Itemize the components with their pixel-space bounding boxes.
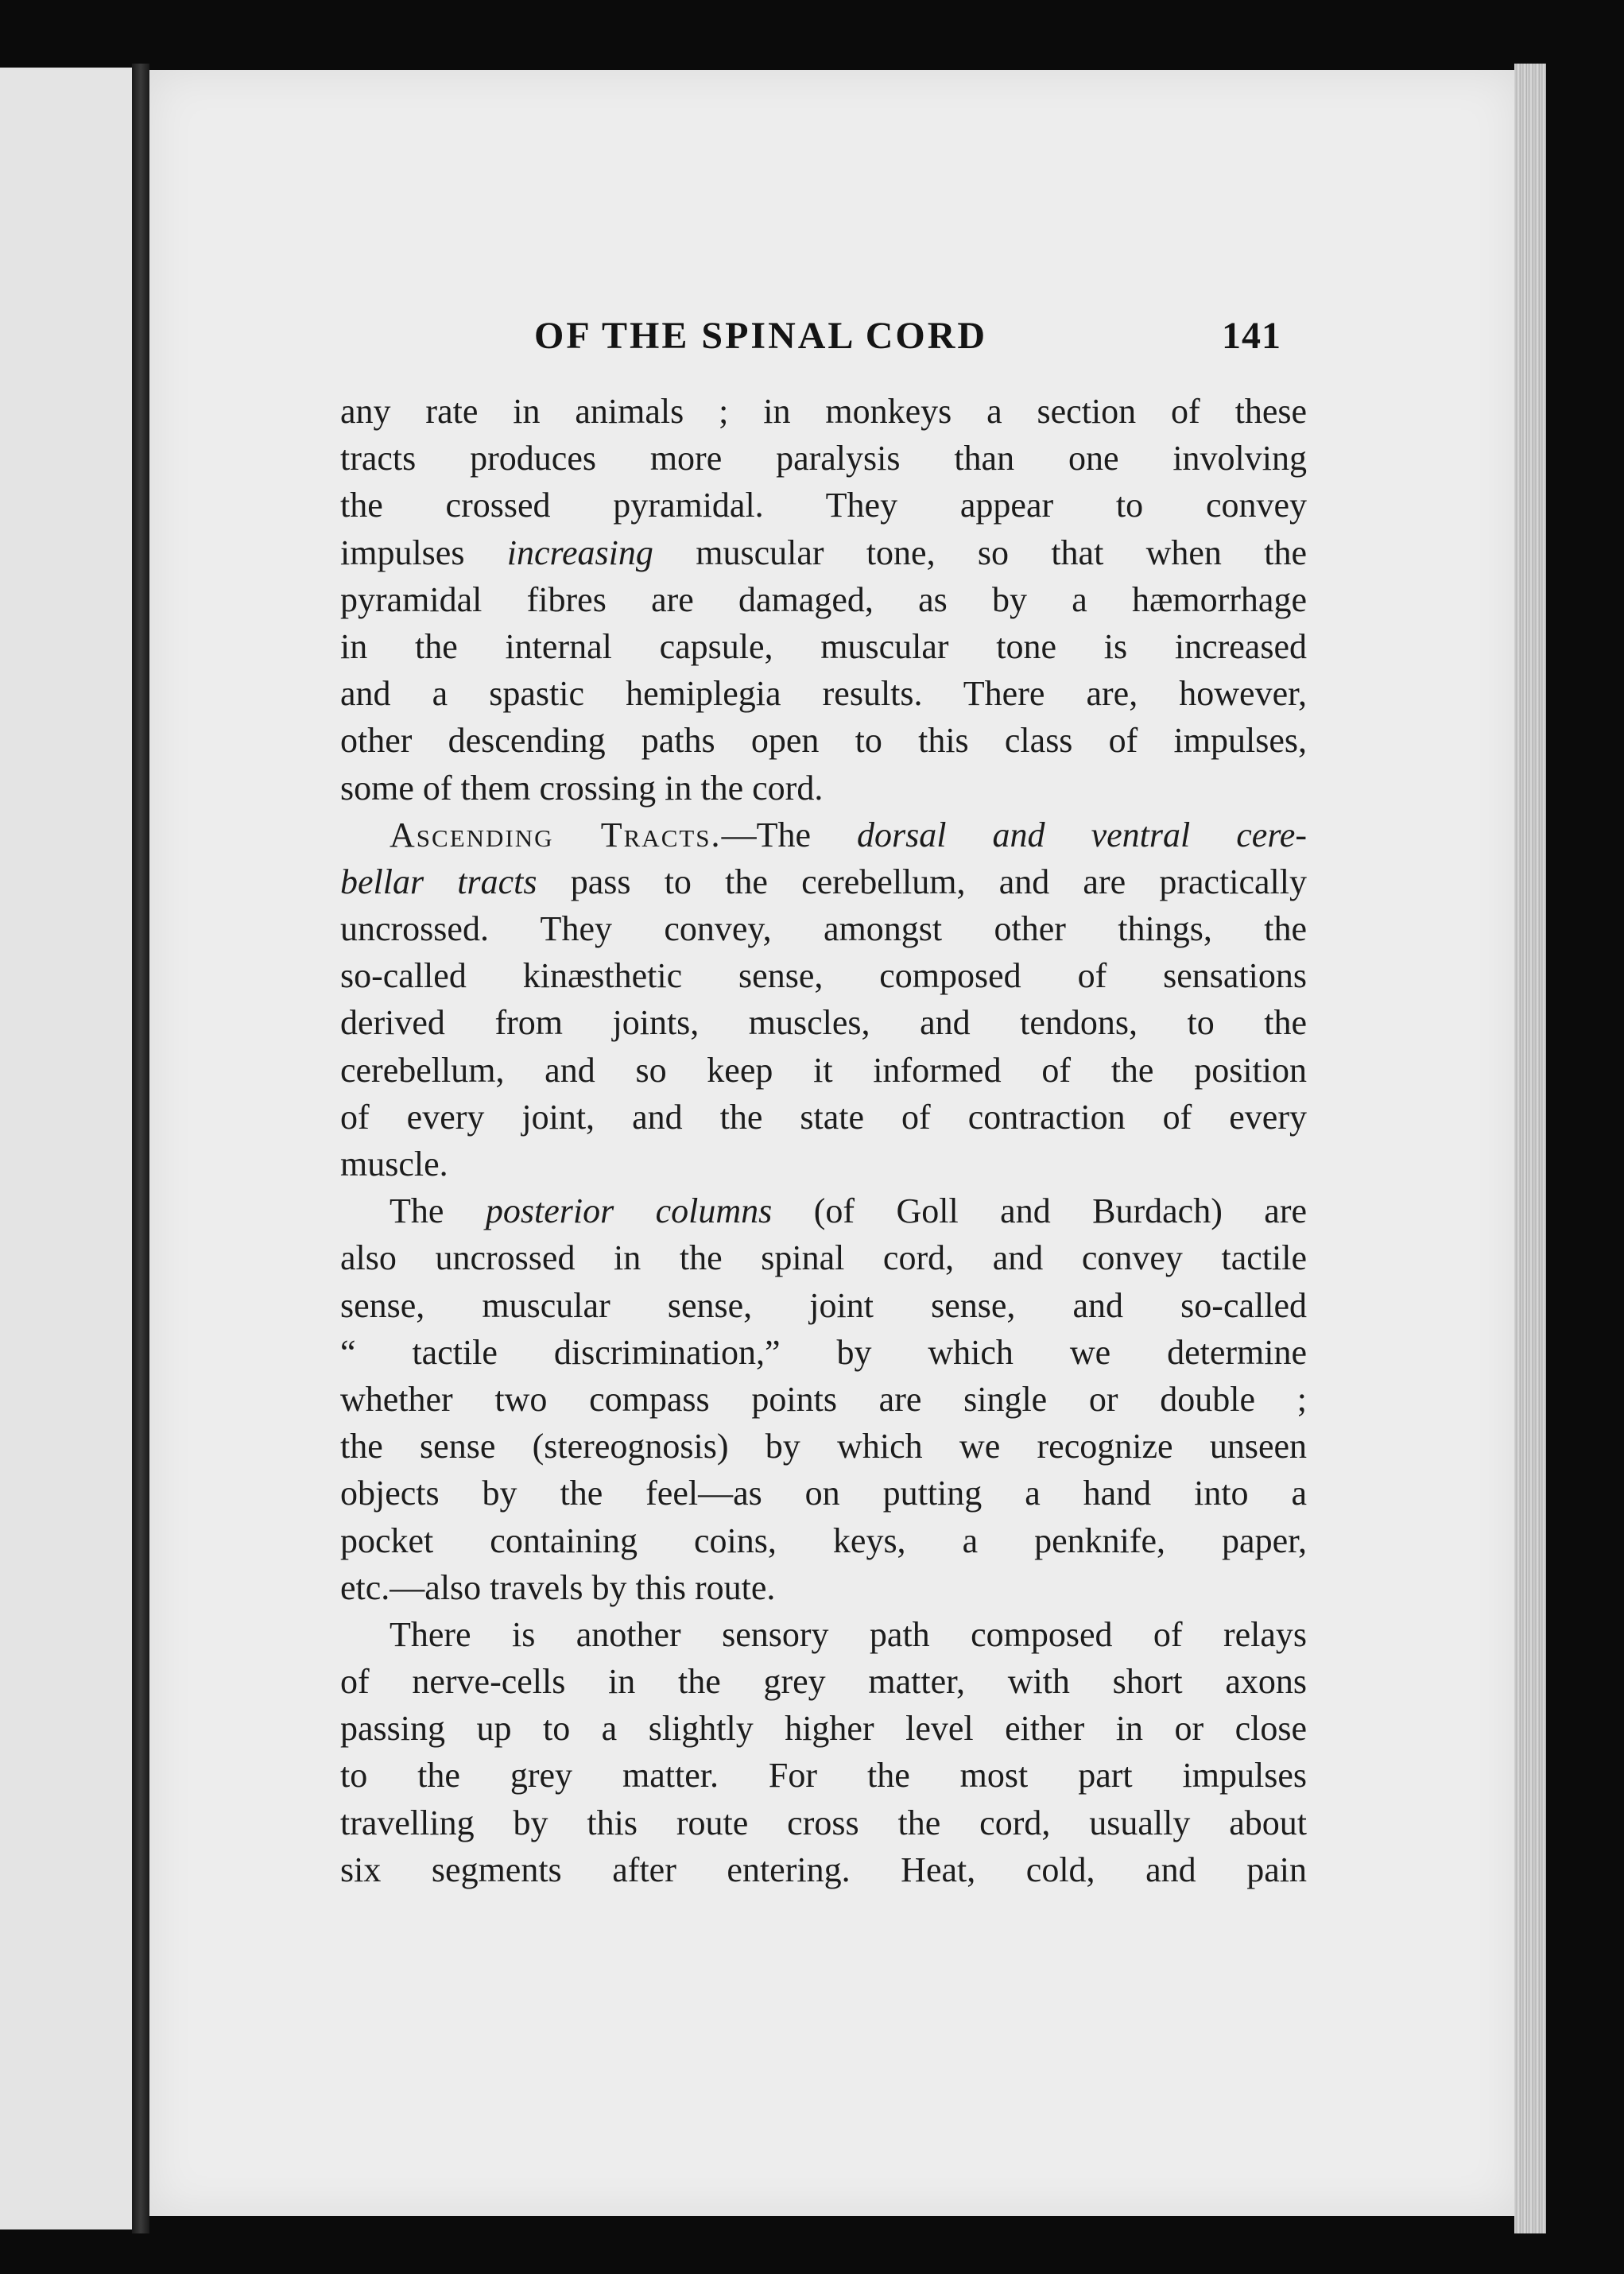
text-line [340,858,1307,905]
text-line: the crossed pyramidal. They appear to convey [340,486,1307,525]
italic-term: increasing [506,533,653,572]
text-line: and a spastic hemiplegia results. There are, however, [340,674,1307,714]
body-text [340,388,1307,1893]
text-run: (of Goll and Burdach) are [772,1191,1308,1231]
italic-term: bellar tracts [340,862,537,901]
text-line: cerebellum, and so keep it informed of the position [340,1050,1307,1090]
text-line: of every joint, and the state of contraction of every [340,1097,1307,1137]
text-line: other descending paths open to this class of impulses, [340,721,1307,761]
text-line: some of them crossing in the cord. [340,768,824,808]
facing-page-edge [0,68,137,2229]
text-run: pass to the cerebellum, and are practically [537,862,1308,901]
section-heading: Ascending Tracts. [390,815,722,854]
text-line: uncrossed. They convey, amongst other things, the [340,909,1307,949]
book-gutter [132,64,149,2233]
text-line: objects by the feel—as on putting a hand into a [340,1474,1307,1513]
text-line: the sense (stereognosis) by which we recognize unseen [340,1427,1307,1466]
text-line: passing up to a slightly higher level either in or close [340,1709,1307,1749]
text-line: any rate in animals ; in monkeys a section of these [340,392,1307,431]
text-run: impulses [340,533,507,572]
italic-term: dorsal and ventral cere- [857,815,1307,854]
running-head-title: OF THE SPINAL CORD [534,315,988,357]
text-run: muscular tone, so that when the [653,533,1308,572]
text-line: pyramidal fibres are damaged, as by a hæmorrhage [340,579,1307,619]
text-line: “ tactile discrimination,” by which we determine [340,1332,1307,1372]
text-run: —The [721,815,858,854]
text-line: etc.—also travels by this route. [340,1567,776,1607]
text-line: to the grey matter. For the most part impulses [340,1756,1307,1796]
running-head [534,314,1281,362]
page-number: 141 [1222,315,1281,357]
text-line: sense, muscular sense, joint sense, and so-called [340,1285,1307,1325]
text-line: tracts produces more paralysis than one involving [340,439,1307,478]
text-line [340,812,1307,858]
text-line: There is another sensory path composed of relays [390,1614,1307,1654]
text-run: The [390,1191,486,1231]
page-stack-edge [1514,64,1546,2233]
text-line: pocket containing coins, keys, a penknife, paper, [340,1521,1307,1560]
italic-term: posterior columns [485,1191,773,1231]
text-line: of nerve-cells in the grey matter, with short axons [340,1662,1307,1702]
text-line: six segments after entering. Heat, cold, and pain [340,1850,1307,1889]
text-line: derived from joints, muscles, and tendons, to the [340,1003,1307,1043]
text-line: so-called kinæsthetic sense, composed of sensations [340,956,1307,996]
text-line: muscle. [340,1145,448,1183]
text-line [340,529,1307,576]
text-line: travelling by this route cross the cord, usually about [340,1803,1307,1842]
text-line [340,1187,1307,1234]
text-line: whether two compass points are single or double ; [340,1379,1307,1419]
text-line: also uncrossed in the spinal cord, and convey tactile [340,1238,1307,1278]
text-line: in the internal capsule, muscular tone is increased [340,626,1307,666]
